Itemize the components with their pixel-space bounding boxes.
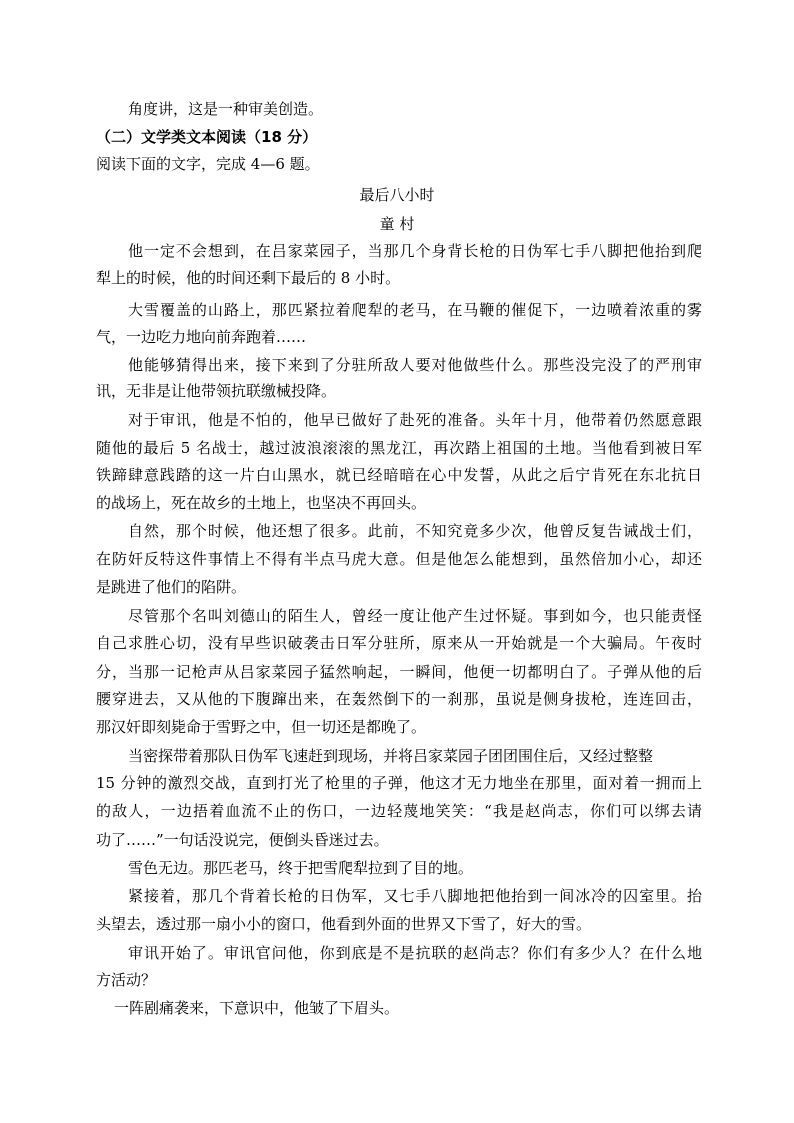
paragraph-line: 审讯开始了。审讯官问他，你到底是不是抗联的赵尚志？你们有多少人？在什么地 (128, 944, 702, 962)
paragraph-line: 腰穿进去，又从他的下腹蹿出来，在轰然倒下的一刹那，虽说是侧身拔枪，连连回击， (96, 690, 702, 708)
paragraph-line: 当密探带着那队日伪军飞速赶到现场，并将吕家菜园子团团围住后，又经过整整 (128, 747, 654, 765)
continuation-line: 角度讲，这是一种审美创造。 (128, 100, 324, 118)
paragraph-line: 的战场上，死在故乡的土地上，也坚决不再回头。 (96, 494, 427, 512)
paragraph-line: 他能够猜得出来，接下来到了分驻所敌人要对他做些什么。那些没完没了的严刑审 (128, 356, 702, 374)
paragraph-line: 犁上的时候，他的时间还剩下最后的 8 小时。 (96, 269, 401, 287)
paragraph-line: 方活动？ (96, 971, 157, 989)
paragraph-line: 铁蹄肆意践踏的这一片白山黑水，就已经暗暗在心中发誓，从此之后宁肯死在东北抗日 (96, 466, 702, 484)
paragraph-line: 紧接着，那几个背着长枪的日伪军，又七手八脚地把他抬到一间冰冷的囚室里。抬 (128, 887, 702, 905)
paragraph-line: 他一定不会想到，在吕家菜园子，当那几个身背长枪的日伪军七手八脚把他抬到爬 (128, 242, 702, 260)
story-title: 最后八小时 (359, 186, 435, 204)
paragraph-line: 头望去，透过那一扇小小的窗口，他看到外面的世界又下雪了，好大的雪。 (96, 915, 592, 933)
paragraph-line: 分，当那一记枪声从吕家菜园子猛然响起，一瞬间，他便一切都明白了。子弹从他的后 (96, 663, 702, 681)
paragraph-line: 尽管那个名叫刘德山的陌生人，曾经一度让他产生过怀疑。事到如今，也只能责怪 (128, 607, 702, 625)
paragraph-line: 在防奸反特这件事情上不得有半点马虎大意。但是他怎么能想到，虽然倍加小心，却还 (96, 550, 702, 568)
instruction-line: 阅读下面的文字，完成 4—6 题。 (96, 155, 320, 173)
paragraph-line: 是跳进了他们的陷阱。 (96, 578, 247, 596)
paragraph-line: 大雪覆盖的山路上，那匹紧拉着爬犁的老马，在马鞭的催促下，一边喷着浓重的雾 (128, 301, 702, 319)
paragraph-line: 自然，那个时候，他还想了很多。此前，不知究竟多少次，他曾反复告诫战士们， (128, 522, 702, 540)
paragraph-line: 功了……”一句话没说完，便倒头昏迷过去。 (96, 831, 389, 849)
paragraph-line: 雪色无边。那匹老马，终于把雪爬犁拉到了目的地。 (128, 859, 474, 877)
paragraph-line: 对于审讯，他是不怕的，他早已做好了赴死的准备。头年十月，他带着仍然愿意跟 (128, 411, 702, 429)
paragraph-line: 的敌人，一边捂着血流不止的伤口，一边轻蔑地笑笑：“我是赵尚志，你们可以绑去请 (96, 802, 702, 820)
section-heading: （二）文学类文本阅读（18 分） (96, 128, 318, 146)
paragraph-line: 自己求胜心切，没有早些识破袭击日军分驻所，原来从一开始就是一个大骗局。午夜时 (96, 634, 702, 652)
story-author: 童 村 (379, 215, 415, 233)
paragraph-line: 那汉奸即刻毙命于雪野之中，但一切还是都晚了。 (96, 718, 427, 736)
paragraph-line: 一阵剧痛袭来，下意识中，他皱了下眉头。 (114, 999, 400, 1017)
paragraph-line: 15 分钟的激烈交战，直到打光了枪里的子弹，他这才无力地坐在那里，面对着一拥而上 (96, 774, 702, 792)
paragraph-line: 讯，无非是让他带领抗联缴械投降。 (96, 382, 337, 400)
paragraph-line: 气，一边吃力地向前奔跑着…… (96, 328, 307, 346)
paragraph-line: 随他的最后 5 名战士，越过波浪滚滚的黑龙江，再次踏上祖国的土地。当他看到被日军 (96, 439, 702, 457)
